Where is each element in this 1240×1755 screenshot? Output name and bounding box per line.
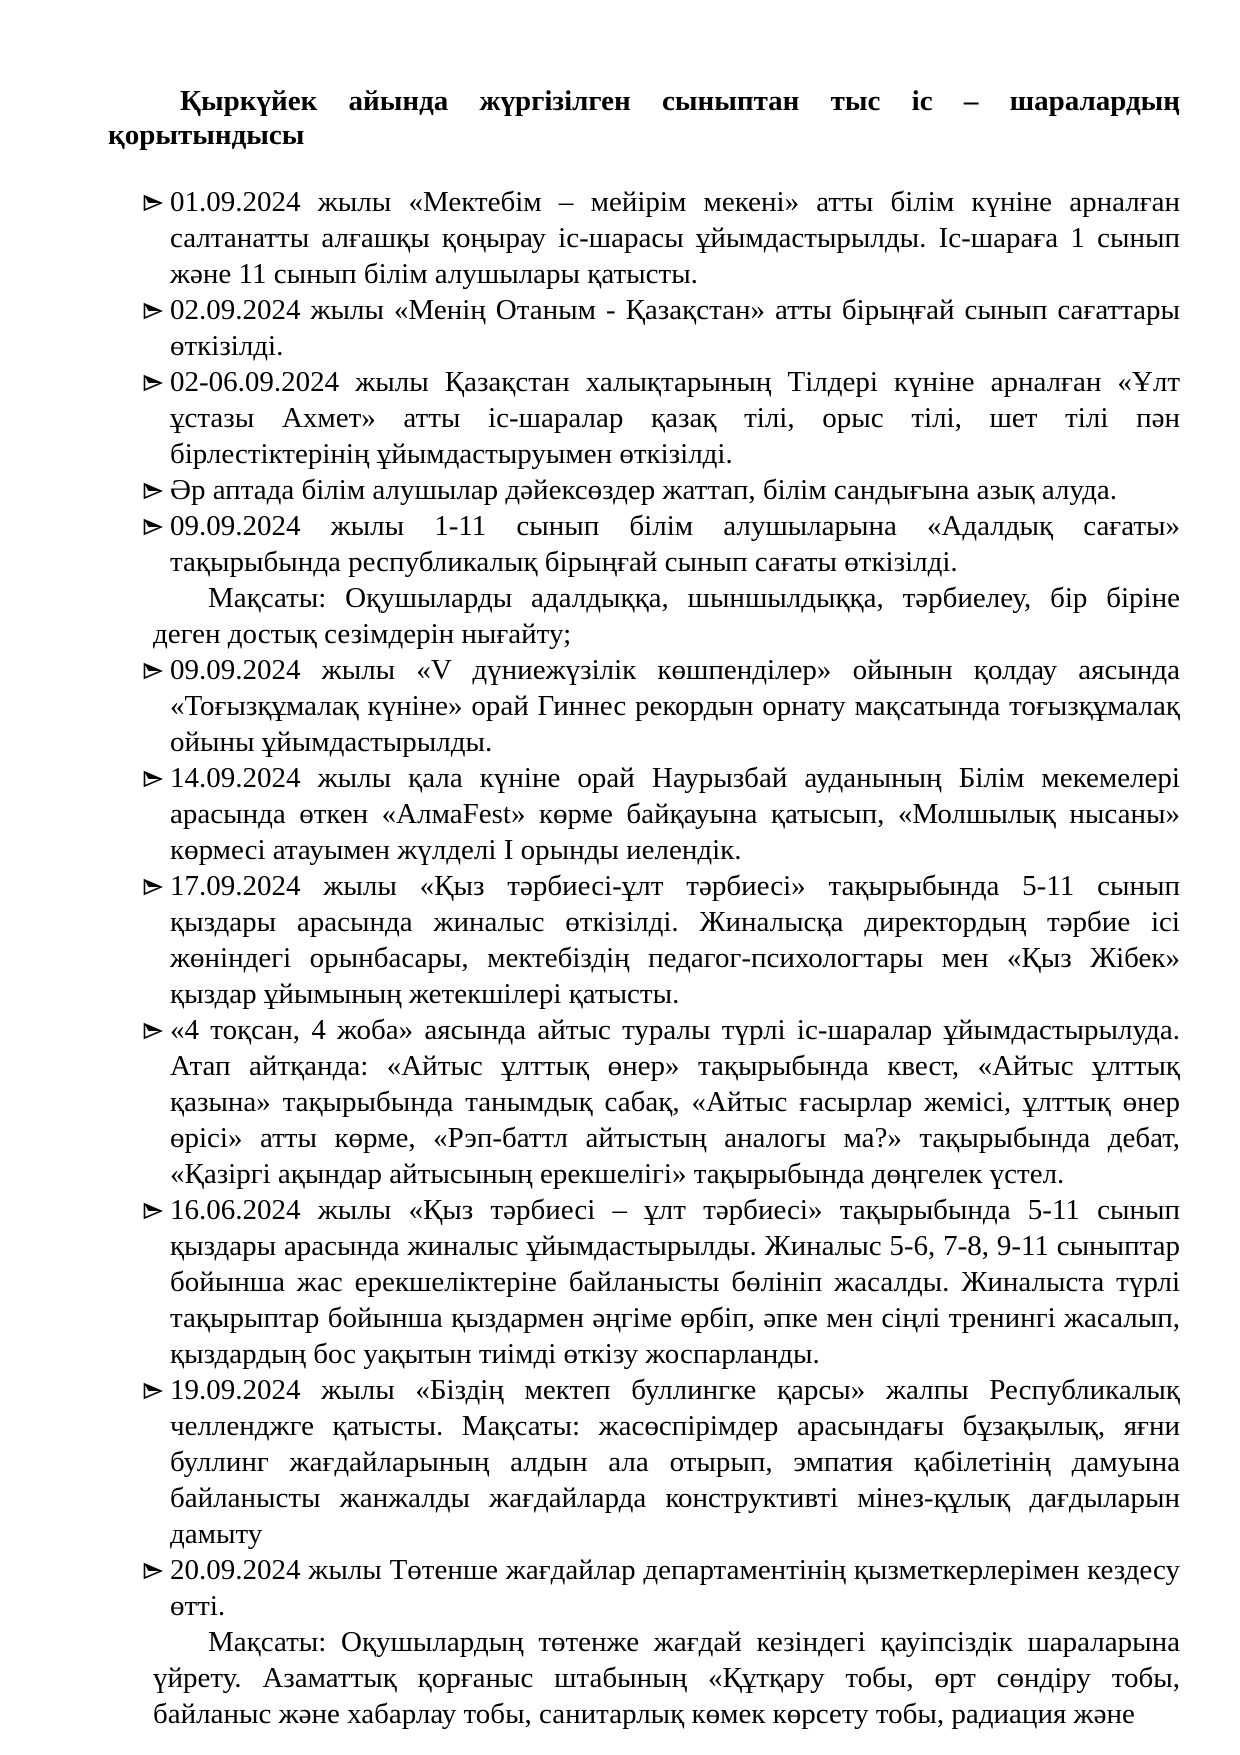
arrow-bullet-icon xyxy=(143,472,170,508)
document-title: Қыркүйек айында жүргізілген сыныптан тыс іс – шаралардың қорытындысы xyxy=(108,85,1180,151)
arrow-bullet-icon xyxy=(143,1552,170,1588)
arrow-bullet-icon xyxy=(143,364,170,400)
list-item xyxy=(143,868,1180,1012)
document-body xyxy=(143,184,1180,1732)
list-item-text: 17.09.2024 жылы «Қыз тәрбиесі-ұлт тәрбиесі» тақырыбында 5-11 сынып қыздары арасында жиналыс өткізілді. Жиналысқа директордың тәрбие ісі жөніндегі орынбасары, мектебіздің педагог-психологтары мен «Қыз Жібек» қыздар ұйымының жетекшілері қатысты. xyxy=(170,870,1180,1010)
arrow-bullet-icon xyxy=(143,1372,170,1408)
arrow-bullet-icon xyxy=(143,292,170,328)
list-item xyxy=(143,1372,1180,1552)
list-item-text: «4 тоқсан, 4 жоба» аясында айтыс туралы түрлі іс-шаралар ұйымдастырылуда. Атап айтқанда: «Айтыс ұлттық өнер» тақырыбында квест, «Айтыс ұлттық қазына» тақырыбында танымдық сабақ, «Айтыс ғасырлар жемісі, ұлттық өнер өрісі» атты көрме, «Рэп-баттл айтыстың аналогы ма?» тақырыбында дебат, «Қазіргі ақындар айтысының ерекшелігі» тақырыбында дөңгелек үстел. xyxy=(170,1014,1180,1190)
list-item xyxy=(143,364,1180,472)
list-item-text: 20.09.2024 жылы Төтенше жағдайлар департаментінің қызметкерлерімен кездесу өтті. xyxy=(170,1554,1180,1622)
list-item-text: 02-06.09.2024 жылы Қазақстан халықтарының Тілдері күніне арналған «Ұлт ұстазы Ахмет» атты іс-шаралар қазақ тілі, орыс тілі, шет тілі пән бірлестіктерінің ұйымдастыруымен өткізілді. xyxy=(170,366,1180,470)
list-item xyxy=(143,184,1180,292)
list-item xyxy=(143,1012,1180,1192)
list-item-text: 16.06.2024 жылы «Қыз тәрбиесі – ұлт тәрбиесі» тақырыбында 5-11 сынып қыздары арасында жиналыс ұйымдастырылды. Жиналыс 5-6, 7-8, 9-11 сыныптар бойынша жас ерекшеліктеріне байланысты бөлініп жасалды. Жиналыста түрлі тақырыптар бойынша қыздармен әңгіме өрбіп, әпке мен сіңлі тренингі жасалып, қыздардың бос уақытын тиімді өткізу жоспарланды. xyxy=(170,1194,1180,1370)
list-item-text: 19.09.2024 жылы «Біздің мектеп буллингке қарсы» жалпы Республикалық челленджге қатысты. Мақсаты: жасөспірімдер арасындағы бұзақылық, яғни буллинг жағдайларының алдын ала отырып, эмпатия қабілетінің дамуына байланысты жанжалды жағдайларда конструктивті мінез-құлық дағдыларын дамыту xyxy=(170,1374,1180,1550)
arrow-bullet-icon xyxy=(143,1012,170,1048)
paragraph: Мақсаты: Оқушыларды адалдыққа, шыншылдыққа, тәрбиелеу, бір біріне деген достық сезімдерін нығайту; xyxy=(153,582,1180,650)
list-item xyxy=(143,760,1180,868)
list-item xyxy=(143,292,1180,364)
list-item xyxy=(143,1552,1180,1624)
list-item xyxy=(143,508,1180,580)
arrow-bullet-icon xyxy=(143,184,170,220)
list-item-text: 09.09.2024 жылы «V дүниежүзілік көшпенділер» ойынын қолдау аясында «Тоғызқұмалақ күніне» орай Гиннес рекордын орнату мақсатында тоғызқұмалақ ойыны ұйымдастырылды. xyxy=(170,654,1180,758)
arrow-bullet-icon xyxy=(143,652,170,688)
list-item-text: 02.09.2024 жылы «Менің Отаным - Қазақстан» атты бірыңғай сынып сағаттары өткізілді. xyxy=(170,294,1180,362)
list-item xyxy=(143,652,1180,760)
paragraph: Мақсаты: Оқушылардың төтенже жағдай кезіндегі қауіпсіздік шараларына үйрету. Азаматтық қорғаныс штабының «Құтқару тобы, өрт сөндіру тобы, байланыс және хабарлау тобы, санитарлық көмек көрсету тобы, радиация және xyxy=(153,1626,1180,1730)
list-item xyxy=(143,472,1180,508)
list-item-text: 14.09.2024 жылы қала күніне орай Наурызбай ауданының Білім мекемелері арасында өткен «АлмаFest» көрме байқауына қатысып, «Молшылық нысаны» көрмесі атауымен жүлделі I орынды иелендік. xyxy=(170,762,1180,866)
list-item-text: 09.09.2024 жылы 1-11 сынып білім алушыларына «Адалдық сағаты» тақырыбында республикалық бірыңғай сынып сағаты өткізілді. xyxy=(170,510,1180,578)
list-item-text: 01.09.2024 жылы «Мектебім – мейірім мекені» атты білім күніне арналған салтанатты алғашқы қоңырау іс-шарасы ұйымдастырылды. Іс-шараға 1 сынып және 11 сынып білім алушылары қатысты. xyxy=(170,186,1180,290)
arrow-bullet-icon xyxy=(143,760,170,796)
arrow-bullet-icon xyxy=(143,508,170,544)
arrow-bullet-icon xyxy=(143,868,170,904)
list-item-text: Әр аптада білім алушылар дәйексөздер жаттап, білім сандығына азық алуда. xyxy=(170,474,1117,506)
arrow-bullet-icon xyxy=(143,1192,170,1228)
list-item xyxy=(143,1192,1180,1372)
